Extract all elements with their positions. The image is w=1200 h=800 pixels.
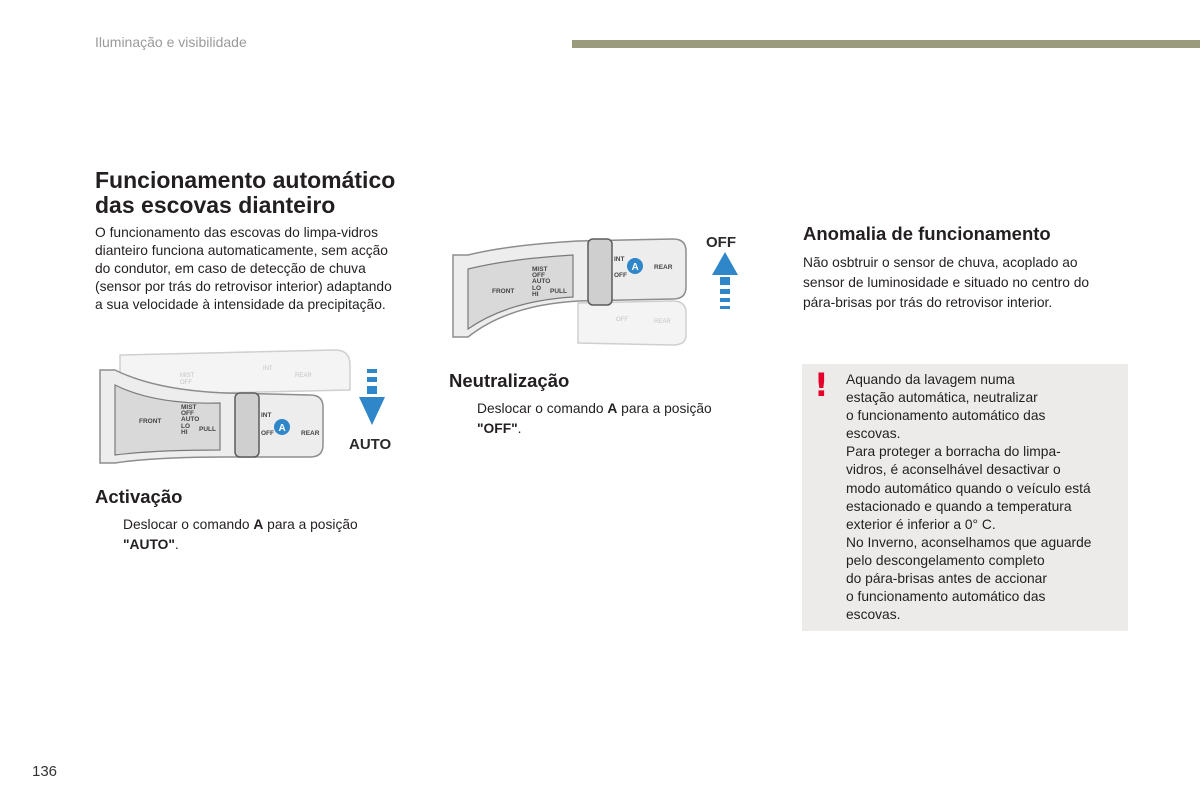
activation-title: Activação — [95, 486, 183, 507]
warning-line: No Inverno, aconselhamos que aguarde — [846, 534, 1092, 550]
svg-text:OFF: OFF — [616, 317, 628, 323]
label-front: FRONT — [492, 288, 515, 295]
malfunction-line: Não osbtruir o sensor de chuva, acoplado ao — [803, 255, 1078, 270]
neutralization-line-2: "OFF". — [477, 421, 522, 436]
label-mist: MIST — [532, 266, 548, 273]
activation-instruction — [95, 515, 425, 559]
warning-line: estacionado e quando a temperatura — [846, 498, 1072, 514]
warning-line: estação automática, neutralizar — [846, 390, 1038, 406]
label-auto: AUTO — [181, 416, 200, 423]
warning-line: Para proteger a borracha do limpa- — [846, 444, 1061, 460]
svg-text:MIST: MIST — [180, 373, 195, 379]
heading-line-1: Funcionamento automático — [95, 167, 396, 193]
warning-line: vidros, é aconselhável desactivar o — [846, 462, 1061, 478]
section-title: Iluminação e visibilidade — [95, 34, 247, 50]
label-front: FRONT — [139, 418, 162, 425]
label-pull: PULL — [199, 426, 216, 433]
warning-line: do pára-brisas antes de accionar — [846, 571, 1047, 587]
header-accent-bar — [572, 40, 1200, 48]
svg-text:REAR: REAR — [295, 373, 312, 379]
label-int: INT — [261, 412, 272, 419]
label-off-2: OFF — [261, 430, 274, 437]
intro-line: do condutor, em caso de detecção de chuva — [95, 261, 366, 276]
warning-line: escovas. — [846, 607, 901, 623]
malfunction-title: Anomalia de funcionamento — [803, 223, 1051, 244]
label-rear: REAR — [301, 430, 320, 437]
wiper-stalk-auto-illustration — [95, 345, 400, 470]
neutralization-title: Neutralização — [449, 370, 570, 391]
svg-text:REAR: REAR — [654, 319, 671, 325]
intro-line: dianteiro funciona automaticamente, sem acção — [95, 243, 388, 258]
label-off: OFF — [532, 272, 545, 279]
svg-text:INT: INT — [263, 366, 273, 372]
warning-line: o funcionamento automático das — [846, 408, 1046, 424]
label-mist: MIST — [181, 404, 197, 411]
label-rear: REAR — [654, 264, 673, 271]
label-off-2: OFF — [614, 272, 627, 279]
arrow-up-icon — [712, 252, 738, 309]
neutralization-instruction — [449, 399, 759, 443]
intro-line: (sensor por trás do retrovisor interior) adaptando — [95, 279, 392, 294]
label-hi: HI — [181, 429, 188, 436]
heading-line-2: das escovas dianteiro — [95, 192, 336, 218]
warning-text — [846, 371, 1136, 624]
wiper-stalk-off-illustration — [448, 225, 748, 350]
label-hi: HI — [532, 291, 539, 298]
activation-line-2: "AUTO". — [123, 537, 179, 552]
callout-a-label: A — [278, 423, 286, 434]
neutralization-line-1: Deslocar o comando A para a posição — [477, 401, 712, 416]
arrow-down-icon — [359, 369, 385, 425]
warning-line: escovas. — [846, 426, 901, 442]
label-int: INT — [614, 256, 625, 263]
auto-position-label: AUTO — [349, 436, 392, 453]
off-position-label: OFF — [706, 234, 736, 251]
malfunction-paragraph — [803, 253, 1143, 313]
malfunction-line: sensor de luminosidade e situado no centro do — [803, 275, 1090, 290]
warning-line: pelo descongelamento completo — [846, 552, 1045, 568]
label-off: OFF — [181, 410, 194, 417]
warning-box — [802, 364, 1128, 631]
warning-icon: ! — [814, 366, 829, 404]
activation-line-1: Deslocar o comando A para a posição — [123, 517, 358, 532]
warning-line: exterior é inferior a 0° C. — [846, 516, 996, 532]
intro-paragraph — [95, 224, 435, 314]
label-pull: PULL — [550, 288, 567, 295]
page-number: 136 — [32, 763, 58, 780]
label-lo: LO — [532, 285, 542, 292]
warning-line: o funcionamento automático das — [846, 589, 1046, 605]
intro-line: O funcionamento das escovas do limpa-vidros — [95, 225, 378, 240]
page-heading — [95, 168, 435, 218]
callout-a-label: A — [631, 262, 639, 273]
label-auto: AUTO — [532, 278, 551, 285]
intro-line: a sua velocidade à intensidade da precipitação. — [95, 297, 386, 312]
svg-text:OFF: OFF — [180, 380, 192, 386]
label-lo: LO — [181, 423, 191, 430]
malfunction-line: pára-brisas por trás do retrovisor interior. — [803, 295, 1053, 310]
warning-line: Aquando da lavagem numa — [846, 372, 1015, 387]
warning-line: modo automático quando o veículo está — [846, 480, 1091, 496]
